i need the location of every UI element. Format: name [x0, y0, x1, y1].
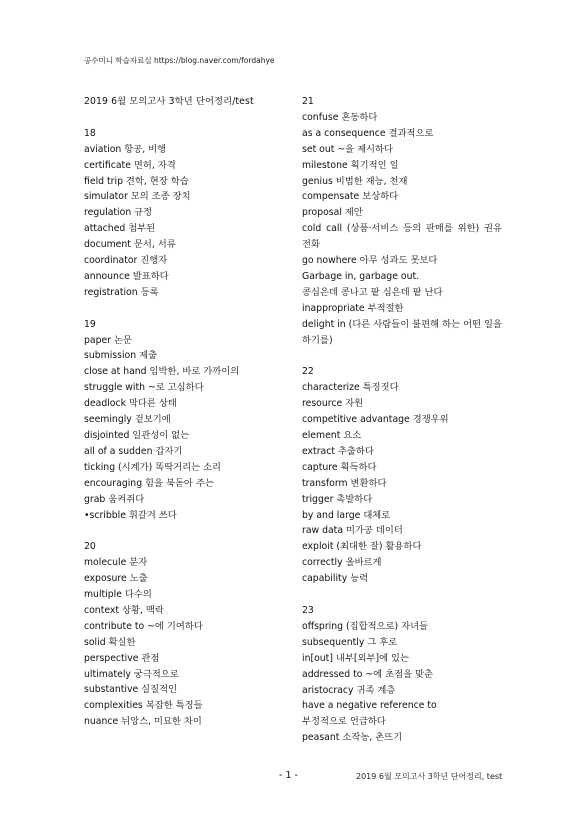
- vocab-entry: molecule 분자: [84, 557, 148, 569]
- vocab-entry: capability 능력: [302, 573, 369, 585]
- section-number: 20: [84, 541, 96, 553]
- vocab-entry: proposal 제안: [302, 207, 363, 219]
- vocab-entry: as a consequence 결과적으로: [302, 127, 434, 139]
- document-title: 2019 6월 모의고사 3학년 단어정리/test: [84, 96, 254, 107]
- vocab-entry: simulator 모의 조종 장치: [84, 191, 191, 203]
- section-number: 18: [84, 127, 96, 139]
- vocab-entry: by and large 대체로: [302, 509, 391, 521]
- vocab-entry: encouraging 힘을 북돋아 주는: [84, 477, 214, 489]
- vocab-entry: resource 자원: [302, 398, 364, 410]
- vocab-entry: compensate 보상하다: [302, 191, 399, 203]
- vocab-entry: struggle with ~로 고심하다: [84, 382, 204, 394]
- vocab-entry: Garbage in, garbage out.: [302, 270, 420, 282]
- vocab-entry: set out ~을 제시하다: [302, 143, 393, 155]
- vocab-entry: field trip 견학, 현장 학습: [84, 175, 189, 187]
- footer-title: 2019 6월 모의고사 3학년 단어정리, test: [356, 772, 503, 781]
- vocab-entry: ultimately 궁극적으로: [84, 668, 179, 680]
- vocab-entry: have a negative reference to: [302, 700, 437, 712]
- vocab-entry: correctly 올바르게: [302, 557, 382, 569]
- vocab-entry: coordinator 진행자: [84, 255, 168, 267]
- vocab-entry: close at hand 임박한, 바로 가까이의: [84, 366, 240, 378]
- right-sections: [302, 94, 502, 746]
- vocab-entry: paper 논문: [84, 334, 132, 346]
- vocab-entry: subsequently 그 후로: [302, 636, 398, 648]
- section-number: 22: [302, 366, 314, 378]
- spacer: [84, 110, 294, 126]
- vocab-entry: grab 움켜쥐다: [84, 493, 145, 505]
- vocab-entry: •scribble 휘갈겨 쓰다: [84, 509, 177, 521]
- vocab-entry: submission 제출: [84, 350, 158, 362]
- vocab-entry: disjointed 일관성이 없는: [84, 430, 190, 441]
- vocab-entry: exposure 노출: [84, 573, 148, 585]
- vocab-entry: solid 확실한: [84, 636, 136, 648]
- vocab-entry: perspective 관점: [84, 652, 160, 664]
- vocab-entry: peasant 소작농, 촌뜨기: [302, 732, 403, 744]
- vocab-entry: context 상황, 맥락: [84, 604, 164, 616]
- left-column: [84, 94, 294, 730]
- spacer: [302, 587, 502, 603]
- vocab-entry: milestone 획기적인 일: [302, 159, 399, 171]
- vocab-entry: element 요소: [302, 430, 362, 442]
- spacer: [84, 301, 294, 317]
- vocab-entry: attached 첨부된: [84, 223, 156, 235]
- vocab-entry: go nowhere 아무 성과도 못보다: [302, 255, 438, 267]
- section-number: 23: [302, 604, 314, 616]
- vocab-entry: capture 획득하다: [302, 461, 377, 473]
- vocab-entry: genius 비범한 재능, 천재: [302, 175, 408, 187]
- vocab-entry: raw data 미가공 데이터: [302, 525, 403, 537]
- vocab-entry: document 문서, 서류: [84, 239, 176, 251]
- vocab-entry: complexities 복잡한 특징들: [84, 700, 203, 712]
- vocab-entry: contribute to ~에 기여하다: [84, 620, 203, 632]
- left-sections: [84, 126, 294, 730]
- vocab-entry: delight in (다른 사람들이 불편해 하는 어떤 일을 하기를): [302, 318, 502, 346]
- vocab-entry: announce 발표하다: [84, 270, 169, 282]
- vocab-entry: all of a sudden 갑자기: [84, 445, 183, 457]
- vocab-entry: cold call (상품·서비스 등의 판매를 위한) 권유 전화: [302, 223, 502, 251]
- vocab-entry: regulation 규정: [84, 207, 153, 219]
- vocab-entry: exploit (최대한 잘) 활용하다: [302, 541, 422, 553]
- vocab-entry: nuance 뉘앙스, 미묘한 차이: [84, 716, 202, 728]
- page-number: - 1 -: [279, 770, 298, 781]
- vocab-entry: aristocracy 귀족 계층: [302, 684, 396, 696]
- vocab-entry: registration 등록: [84, 286, 159, 298]
- page-header: 공수미니 학습자료실 https://blog.naver.com/fordahye: [84, 56, 275, 65]
- vocab-entry: transform 변환하다: [302, 477, 387, 489]
- section-number: 21: [302, 96, 314, 107]
- vocab-entry: competitive advantage 경쟁우위: [302, 414, 449, 426]
- vocab-entry: characterize 특징짓다: [302, 382, 399, 394]
- vocab-entry: in[out] 내부[외부]에 있는: [302, 652, 409, 664]
- vocab-entry: offspring (집합적으로) 자녀들: [302, 620, 429, 632]
- vocab-entry: inappropriate 부적절한: [302, 302, 404, 314]
- vocab-entry: extract 추출하다: [302, 445, 374, 457]
- vocab-entry: seemingly 겉보기에: [84, 414, 171, 426]
- vocab-entry: 콩심은데 콩나고 팥 심은데 팥 난다: [302, 286, 443, 298]
- vocab-entry: 부정적으로 언급하다: [302, 716, 386, 728]
- vocab-entry: substantive 실질적인: [84, 684, 178, 696]
- spacer: [302, 349, 502, 365]
- vocab-entry: trigger 촉발하다: [302, 493, 373, 505]
- vocab-entry: certificate 면허, 자격: [84, 159, 176, 171]
- vocab-entry: aviation 항공, 비행: [84, 143, 167, 155]
- right-column: [302, 94, 502, 746]
- vocab-entry: addressed to ~에 초점을 맞춘: [302, 668, 433, 680]
- vocab-entry: ticking (시계가) 똑딱거리는 소리: [84, 461, 222, 473]
- vocab-entry: confuse 혼동하다: [302, 111, 378, 123]
- vocab-entry: deadlock 막다른 상태: [84, 398, 177, 410]
- section-number: 19: [84, 318, 96, 330]
- vocab-entry: multiple 다수의: [84, 589, 152, 601]
- spacer: [84, 523, 294, 539]
